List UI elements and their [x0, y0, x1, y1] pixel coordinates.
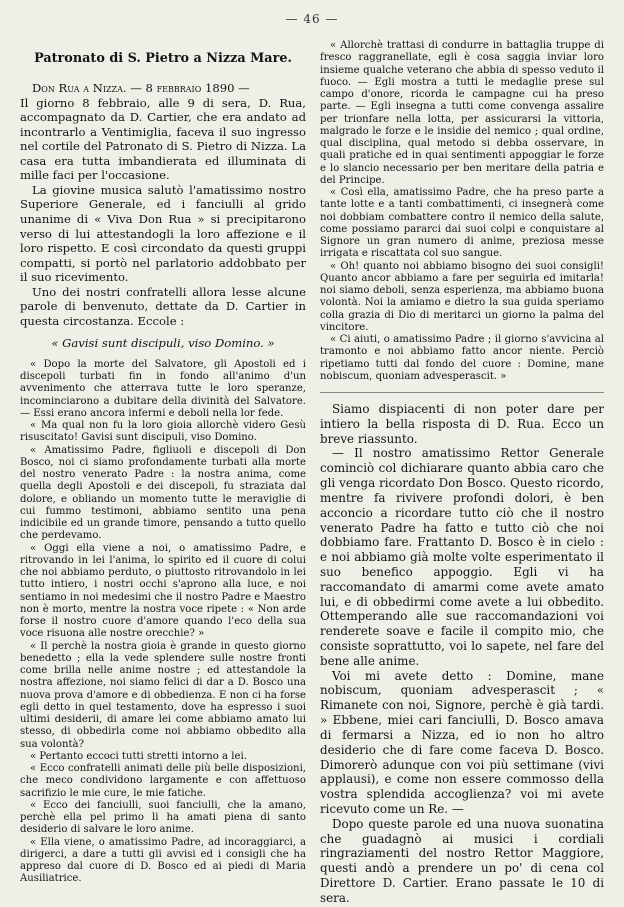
paragraph: — Il nostro amatissimo Rettor Generale cominciò col dichiarare quanto abbia caro che gli venga ricordato Don Bosco. Questo ricordo, mentre fa rivivere profondi dolori, è ben acconcio a ricordare tutto ciò che il nostro venerato Padre ha fatto e tutto ciò che noi dobbiamo fare. Frattanto D. Bosco è in cielo : e noi abbiamo già molte volte esperimentato il suo benefico appoggio. Egli vi ha raccomandato di amarmi come avete amato lui, e di obbedirmi come avete a lui obbedito. Ottemperando alle sue raccomandazioni voi renderete soave e facile il compito mio, che consiste soprattutto, voi lo sapete, nel fare del bene alle anime. [320, 446, 604, 668]
right-column [320, 40, 604, 906]
paragraph: Dopo queste parole ed una nuova suonatina che guadagnò ai musici i cordiali ringraziamenti del nostro Rettor Maggiore, questi andò a prendere un po' di cena col Direttore D. Cartier. Erano passate le 10 di sera. [320, 816, 604, 905]
motto: « Gavisi sunt discipuli, viso Domino. » [51, 336, 275, 351]
section-divider [320, 392, 604, 393]
address-paragraph: « Allorchè trattasi di condurre in battaglia truppe di fresco raggranellate, egli è cosa saggia inviar loro insieme qualche veterano che abbia di spesso veduto il fuoco. — Egli mostra a tutti le medaglie prese sul campo d'onore, ricorda le campagne cui ha preso parte. — Egli insegna a tutti come convenga assalire per trionfare nella lotta, per assicurarsi la vittoria, malgrado le forze e le insidie del nemico ; qual ordine, qual disciplina, qual metodo si debba osservare, in quali pratiche ed in quai sentimenti appoggiar le forze e lo slancio necessario per ben meritare della patria e del Principe. [320, 40, 604, 186]
address-paragraph: « Amatissimo Padre, figliuoli e discepoli di Don Bosco, noi ci siamo profondamente turbati alla morte del nostro venerato Padre : la nostra anima, come quella degli Apostoli e dei discepoli, fu straziata dal dolore, e obliando un momento tutte le meraviglie di cui fummo testimoni, abbiamo sentito una pena indicibile ed un grande timore, pensando a tutto quello che perdevamo. [20, 444, 306, 542]
place-date-line: Don Rua a Nizza. — 8 febbraio 1890 — [32, 81, 250, 96]
paragraph: Siamo dispiacenti di non poter dare per intiero la bella risposta di D. Rua. Ecco un breve riassunto. [320, 402, 604, 446]
address-paragraph: « Oh! quanto noi abbiamo bisogno dei suoi consigli! Quanto ancor abbiamo a fare per seguirla ed imitarla! noi siamo deboli, senza esperienza, ma abbiamo buona volontà. Noi la amiamo e dietro la sua guida speriamo colla grazia di Dio di meritarci un giorno la palma del vincitore. [320, 260, 604, 333]
paragraph: Uno dei nostri confratelli allora lesse alcune parole di benvenuto, dettate da D. Cartier in questa circostanza. Eccole : [20, 284, 306, 328]
address-paragraph: « Ecco dei fanciulli, suoi fanciulli, che la amano, perchè ella pel primo li ha amati piena di santo desiderio di salvare le loro anime. [20, 799, 306, 836]
paragraph: Voi mi avete detto : Domine, mane nobiscum, quoniam advesperascit ; « Rimanete con noi, Signore, perchè è già tardi. » Ebbene, miei cari fanciulli, D. Bosco amava di fermarsi a Nizza, ed io non ho altro desiderio che di fare come faceva D. Bosco. Dimorerò adunque con voi più settimane (vivi applausi), e come non essere commosso della vostra splendida accoglienza? voi mi avete ricevuto come un Re. — [320, 668, 604, 816]
address-paragraph: « Pertanto eccoci tutti stretti intorno a lei. [30, 750, 247, 762]
address-paragraph: « Ecco confratelli animati delle più belle disposizioni, che meco condividono largamente e con affettuoso sacrifizio le mie cure, le mie fatiche. [20, 763, 306, 799]
address-paragraph: « Oggi ella viene a noi, o amatissimo Padre, e ritrovando in lei l'anima, lo spirito ed il cuore di colui che noi abbiamo perduto, o piuttosto ritrovandolo in lei tutto intiero, i nostri occhi s'aprono alla luce, e noi sentiamo in noi medesimi che il nostro Padre e Maestro non è morto, mentre la nostra voce ripete : « Non arde forse il nostro cuore d'amore quando l'eco della sua voce risuona alle nostre orecchie? » [20, 542, 306, 640]
address-paragraph: « Il perchè la nostra gioia è grande in questo giorno benedetto ; ella la vede splendere sulle nostre fronti come brilla nelle anime nostre ; ed attestandole la nostra affezione, noi siamo felici di dar a D. Bosco una nuova prova d'amore e di obbedienza. E non ci ha forse egli detto in quel testamento, dove ha espresso i suoi ultimi desiderii, di amare lei come abbiamo amato lui stesso, di obbedirla come noi abbiamo obbedito alla sua volontà? [20, 640, 306, 750]
address-paragraph: « Dopo la morte del Salvatore, gli Apostoli ed i discepoli turbati fin in fondo all'animo d'un avvenimento che atterrava tutte le loro speranze, incominciarono a dubitare della divinità del Salvatore. — Essi erano ancora infermi e deboli nella lor fede. [20, 358, 306, 419]
article-title: Patronato di S. Pietro a Nizza Mare. [34, 51, 292, 66]
page-number: — 46 — [285, 12, 339, 26]
paragraph: Il giorno 8 febbraio, alle 9 di sera, D. Rua, accompagnato da D. Cartier, che era andato ad incontrarlo a Ventimiglia, faceva il suo ingresso nel cortile del Patronato di S. Pietro di Nizza. La casa era tutta imbandierata ed illuminata di mille faci per l'occasione. [20, 95, 306, 183]
address-paragraph: « Ella viene, o amatissimo Padre, ad incoraggiarci, a dirigerci, a dare a tutti gli avvisi ed i consigli che ha appreso dal cuore di D. Bosco ed ai piedi di Maria Ausiliatrice. [20, 836, 306, 885]
address-paragraph: « Ci aiuti, o amatissimo Padre ; il giorno s'avvicina al tramonto e noi abbiamo fatto ancor niente. Perciò ripetiamo tutti dal fondo del cuore : Domine, mane nobiscum, quoniam advesperascit. » [320, 334, 604, 382]
left-column [20, 40, 306, 886]
paragraph: La giovine musica salutò l'amatissimo nostro Superiore Generale, ed i fanciulli al grido unanime di « Viva Don Rua » si precipitarono verso di lui attestandogli la loro affezione e il loro rispetto. E così circondato da questi gruppi compatti, si portò nel parlatorio addobbato per il suo ricevimento. [20, 182, 306, 285]
address-paragraph: « Ma qual non fu la loro gioia allorchè videro Gesù risuscitato! Gavisi sunt discipuli, viso Domino. [20, 420, 306, 444]
address-paragraph: « Così ella, amatissimo Padre, che ha preso parte a tante lotte e a tanti combattimenti, ci insegnerà come noi dobbiam combattere contro il nemico della salute, come possiamo pararci dai suoi colpi e conquistare al Signore un gran numero di anime, preziosa messe irrigata e riscattata col suo sangue. [320, 187, 604, 260]
